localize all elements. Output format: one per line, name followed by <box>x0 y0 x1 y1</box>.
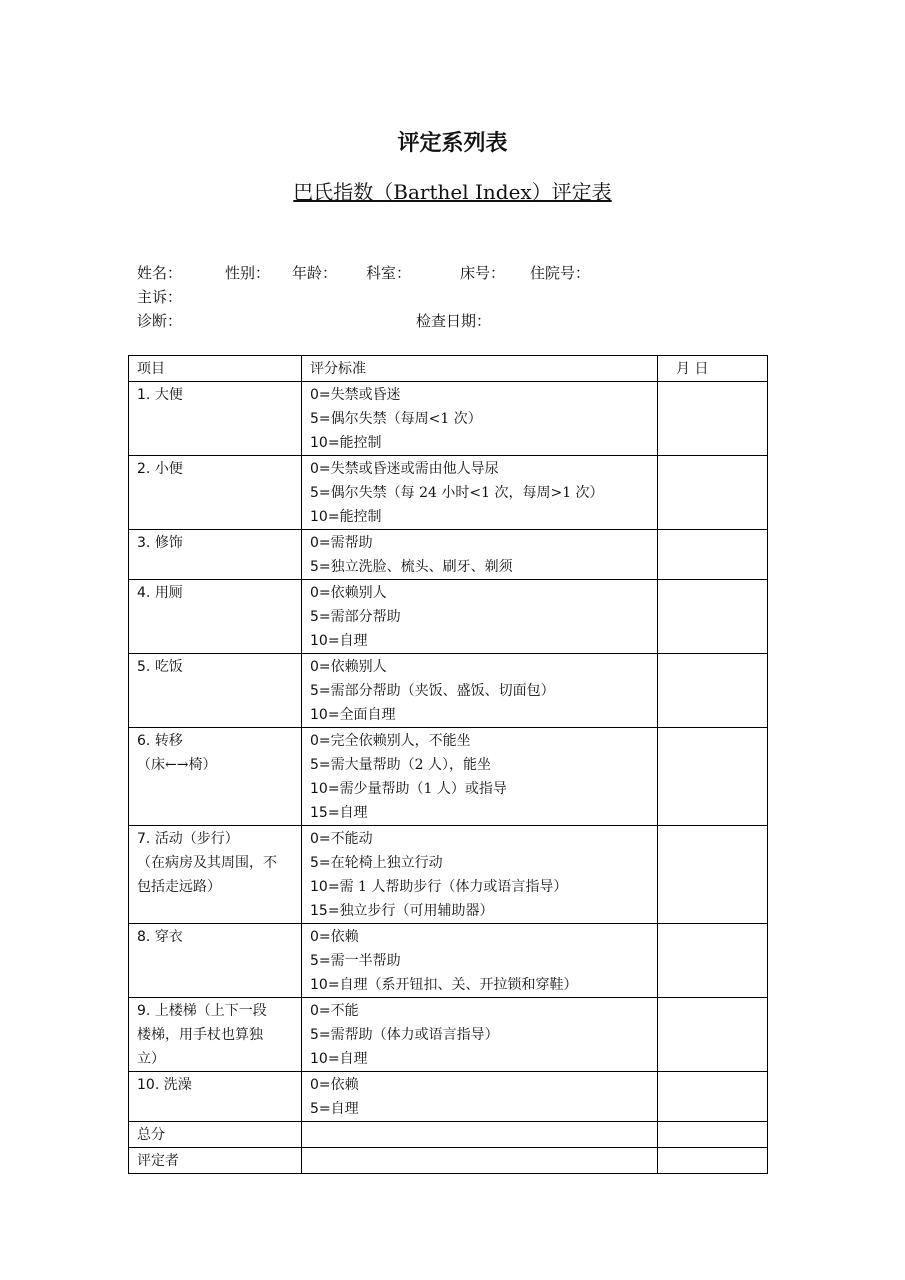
criteria-text: 能控制 <box>339 435 382 451</box>
criteria-line: 0=依赖 <box>310 1077 359 1093</box>
criteria-line: 0=失禁或昏迷或需由他人导尿 <box>310 461 499 477</box>
total-row-date-cell[interactable] <box>658 1122 768 1148</box>
criteria-text: 自理 <box>339 1051 368 1067</box>
rater-row-date-cell[interactable] <box>658 1148 768 1174</box>
criteria-cell <box>302 924 658 998</box>
criteria-text: 偶尔失禁（每周<1 次） <box>330 411 482 427</box>
criteria-line: 5=需部分帮助 <box>310 609 401 625</box>
criteria-line: 0=完全依赖别人，不能坐 <box>310 733 471 749</box>
criteria-text: 需帮助（体力或语言指导） <box>330 1027 499 1043</box>
criteria-line: 5=需大量帮助（2 人），能坐 <box>310 757 492 773</box>
score-value: 15 <box>310 903 328 919</box>
item-text: 活动（步行） <box>154 831 239 847</box>
criteria-line: 0=不能 <box>310 1003 359 1019</box>
score-value: 5 <box>310 1027 319 1043</box>
criteria-text: 不能 <box>330 1003 359 1019</box>
score-value: 5 <box>310 485 319 501</box>
item-text: 穿衣 <box>154 929 183 945</box>
table-row <box>129 826 768 924</box>
criteria-line: 5=需帮助（体力或语言指导） <box>310 1027 499 1043</box>
item-label <box>137 655 293 679</box>
criteria-line: 5=在轮椅上独立行动 <box>310 855 443 871</box>
date-score-cell[interactable] <box>658 382 768 456</box>
criteria-cell <box>302 382 658 456</box>
table-row <box>129 382 768 456</box>
item-text: 小便 <box>154 461 183 477</box>
score-value: 5 <box>310 683 319 699</box>
item-cell <box>129 728 302 826</box>
criteria-line: 15=自理 <box>310 805 368 821</box>
item-cell <box>129 1072 302 1122</box>
criteria-text: 独立洗脸、梳头、刷牙、剃须 <box>330 559 513 575</box>
item-text: （床←→椅） <box>137 757 217 773</box>
score-value: 5 <box>310 609 319 625</box>
department-label: 科室： <box>366 264 412 282</box>
score-value: 0 <box>310 461 319 477</box>
criteria-text: 不能动 <box>330 831 373 847</box>
score-value: 5 <box>310 1101 319 1117</box>
criteria-line: 10=自理 <box>310 633 368 649</box>
item-number: 1. <box>137 387 151 403</box>
rater-row-label: 评定者 <box>129 1148 302 1174</box>
item-text: 包括走远路） <box>137 879 221 895</box>
criteria-line: 0=依赖别人 <box>310 585 387 601</box>
item-label <box>137 851 293 875</box>
item-label <box>137 999 293 1023</box>
item-text: 立） <box>137 1051 165 1067</box>
criteria-cell <box>302 456 658 530</box>
criteria-cell <box>302 580 658 654</box>
criteria-text: 自理 <box>339 633 368 649</box>
criteria-text: 偶尔失禁（每 24 小时<1 次，每周>1 次） <box>330 485 604 501</box>
item-text: 上楼梯（上下一段 <box>154 1003 267 1019</box>
item-label <box>137 1073 293 1097</box>
criteria-line: 5=需一半帮助 <box>310 953 401 969</box>
criteria-text: 需 1 人帮助步行（体力或语言指导） <box>339 879 568 895</box>
criteria-text: 能控制 <box>339 509 382 525</box>
criteria-text: 依赖 <box>330 1077 359 1093</box>
admission-number-label: 住院号： <box>530 264 591 282</box>
item-label <box>137 1047 293 1071</box>
table-row <box>129 580 768 654</box>
date-score-cell[interactable] <box>658 1072 768 1122</box>
criteria-line: 5=偶尔失禁（每周<1 次） <box>310 411 482 427</box>
score-value: 0 <box>310 929 319 945</box>
form-subtitle: 巴氏指数（Barthel Index）评定表 <box>293 180 612 204</box>
criteria-line: 10=需 1 人帮助步行（体力或语言指导） <box>310 879 568 895</box>
criteria-line: 0=失禁或昏迷 <box>310 387 401 403</box>
criteria-cell <box>302 826 658 924</box>
criteria-line: 0=依赖别人 <box>310 659 387 675</box>
item-text: 楼梯，用手杖也算独 <box>137 1027 263 1043</box>
score-value: 15 <box>310 805 328 821</box>
date-score-cell[interactable] <box>658 580 768 654</box>
item-number: 3. <box>137 535 151 551</box>
criteria-text: 依赖别人 <box>330 585 387 601</box>
score-value: 0 <box>310 733 319 749</box>
score-value: 10 <box>310 879 328 895</box>
date-score-cell[interactable] <box>658 728 768 826</box>
score-value: 10 <box>310 781 328 797</box>
total-row-value-cell[interactable] <box>302 1122 658 1148</box>
criteria-cell <box>302 530 658 580</box>
age-label: 年龄： <box>292 264 338 282</box>
item-number: 7. <box>137 831 151 847</box>
score-value: 0 <box>310 535 319 551</box>
date-score-cell[interactable] <box>658 654 768 728</box>
rater-row <box>129 1148 768 1174</box>
header-item: 项目 <box>129 356 302 382</box>
item-text: 修饰 <box>154 535 183 551</box>
item-cell <box>129 998 302 1072</box>
page-title: 评定系列表 <box>397 131 508 156</box>
barthel-index-table <box>128 355 768 1174</box>
score-value: 0 <box>310 585 319 601</box>
item-cell <box>129 826 302 924</box>
score-value: 5 <box>310 855 319 871</box>
criteria-cell <box>302 1072 658 1122</box>
criteria-text: 依赖别人 <box>330 659 387 675</box>
table-row <box>129 998 768 1072</box>
score-value: 10 <box>310 633 328 649</box>
table-row <box>129 1072 768 1122</box>
item-label <box>137 753 293 777</box>
item-number: 9. <box>137 1003 151 1019</box>
item-number: 10. <box>137 1077 160 1093</box>
item-number: 5. <box>137 659 151 675</box>
item-text: 大便 <box>154 387 183 403</box>
criteria-line: 15=独立步行（可用辅助器） <box>310 903 494 919</box>
item-cell <box>129 924 302 998</box>
score-value: 0 <box>310 831 319 847</box>
table-row <box>129 728 768 826</box>
item-cell <box>129 456 302 530</box>
item-label <box>137 1023 293 1047</box>
item-number: 8. <box>137 929 151 945</box>
criteria-text: 需部分帮助 <box>330 609 401 625</box>
item-text: 洗澡 <box>163 1077 192 1093</box>
item-text: 吃饭 <box>154 659 183 675</box>
criteria-text: 完全依赖别人，不能坐 <box>330 733 471 749</box>
item-label <box>137 531 293 555</box>
item-cell <box>129 530 302 580</box>
date-score-cell[interactable] <box>658 998 768 1072</box>
criteria-line: 5=偶尔失禁（每 24 小时<1 次，每周>1 次） <box>310 485 604 501</box>
header-criteria: 评分标准 <box>302 356 658 382</box>
criteria-text: 自理 <box>339 805 368 821</box>
chief-complaint-label: 主诉： <box>137 288 183 306</box>
score-value: 10 <box>310 509 328 525</box>
score-value: 5 <box>310 411 319 427</box>
item-number: 4. <box>137 585 151 601</box>
table-row <box>129 654 768 728</box>
date-score-cell[interactable] <box>658 456 768 530</box>
item-label <box>137 875 293 899</box>
criteria-text: 自理（系开钮扣、关、开拉锁和穿鞋） <box>339 977 578 993</box>
score-value: 5 <box>310 559 319 575</box>
criteria-line: 10=能控制 <box>310 435 382 451</box>
item-label <box>137 383 293 407</box>
criteria-text: 独立步行（可用辅助器） <box>339 903 494 919</box>
table-row <box>129 924 768 998</box>
total-row-label: 总分 <box>129 1122 302 1148</box>
score-value: 0 <box>310 1077 319 1093</box>
criteria-text: 需帮助 <box>330 535 373 551</box>
criteria-text: 需大量帮助（2 人），能坐 <box>330 757 492 773</box>
score-value: 0 <box>310 659 319 675</box>
criteria-line: 0=不能动 <box>310 831 373 847</box>
table-header-row <box>129 356 768 382</box>
criteria-line: 10=自理（系开钮扣、关、开拉锁和穿鞋） <box>310 977 578 993</box>
item-cell <box>129 382 302 456</box>
item-number: 6. <box>137 733 151 749</box>
date-score-cell[interactable] <box>658 924 768 998</box>
criteria-line: 10=自理 <box>310 1051 368 1067</box>
criteria-text: 自理 <box>330 1101 359 1117</box>
criteria-text: 在轮椅上独立行动 <box>330 855 443 871</box>
criteria-line: 5=独立洗脸、梳头、刷牙、剃须 <box>310 559 513 575</box>
criteria-text: 依赖 <box>330 929 359 945</box>
criteria-text: 失禁或昏迷 <box>330 387 401 403</box>
criteria-text: 需一半帮助 <box>330 953 401 969</box>
score-value: 10 <box>310 1051 328 1067</box>
rater-row-value-cell[interactable] <box>302 1148 658 1174</box>
item-label <box>137 827 293 851</box>
item-cell <box>129 654 302 728</box>
diagnosis-label: 诊断： <box>137 312 183 330</box>
item-number: 2. <box>137 461 151 477</box>
criteria-text: 需部分帮助（夹饭、盛饭、切面包） <box>330 683 555 699</box>
score-value: 0 <box>310 387 319 403</box>
criteria-cell <box>302 728 658 826</box>
item-label <box>137 457 293 481</box>
criteria-text: 失禁或昏迷或需由他人导尿 <box>330 461 499 477</box>
item-text: 转移 <box>154 733 183 749</box>
table-row <box>129 456 768 530</box>
total-row <box>129 1122 768 1148</box>
criteria-line: 10=能控制 <box>310 509 382 525</box>
criteria-line: 0=需帮助 <box>310 535 373 551</box>
item-cell <box>129 580 302 654</box>
criteria-line: 10=全面自理 <box>310 707 396 723</box>
score-value: 10 <box>310 435 328 451</box>
score-value: 5 <box>310 757 319 773</box>
name-label: 姓名： <box>137 264 183 282</box>
criteria-line: 5=需部分帮助（夹饭、盛饭、切面包） <box>310 683 555 699</box>
item-text: （在病房及其周围，不 <box>137 855 277 871</box>
item-label <box>137 581 293 605</box>
bed-number-label: 床号： <box>460 264 506 282</box>
date-score-cell[interactable] <box>658 826 768 924</box>
date-score-cell[interactable] <box>658 530 768 580</box>
exam-date-label: 检查日期： <box>416 312 492 330</box>
criteria-line: 5=自理 <box>310 1101 359 1117</box>
score-value: 10 <box>310 707 328 723</box>
criteria-text: 全面自理 <box>339 707 396 723</box>
item-text: 用厕 <box>154 585 183 601</box>
table-row <box>129 530 768 580</box>
criteria-line: 0=依赖 <box>310 929 359 945</box>
score-value: 0 <box>310 1003 319 1019</box>
header-date: 月 日 <box>658 356 768 382</box>
criteria-cell <box>302 998 658 1072</box>
item-label <box>137 729 293 753</box>
criteria-text: 需少量帮助（1 人）或指导 <box>339 781 507 797</box>
score-value: 5 <box>310 953 319 969</box>
score-value: 10 <box>310 977 328 993</box>
criteria-line: 10=需少量帮助（1 人）或指导 <box>310 781 507 797</box>
item-label <box>137 925 293 949</box>
criteria-cell <box>302 654 658 728</box>
gender-label: 性别： <box>225 264 271 282</box>
